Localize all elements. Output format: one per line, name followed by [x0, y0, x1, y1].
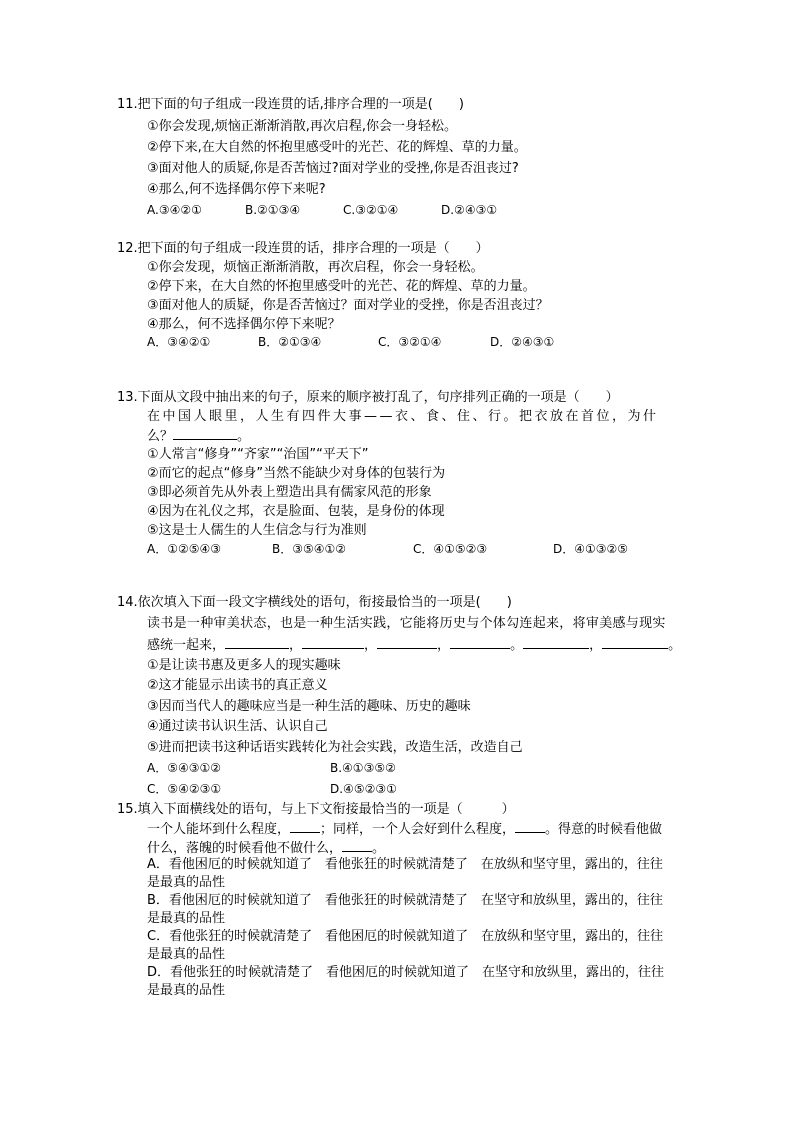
sentence-item: ⑤进而把读书这种话语实践转化为社会实践，改造生活，改造自己 — [147, 740, 523, 755]
punctuation: 。 — [510, 638, 524, 653]
passage-text: ；同样，一个人会好到什么程度， — [320, 822, 516, 837]
question-stem: 14.依次填入下面一段文字横线处的语句，衔接最恰当的一项是( ) — [117, 595, 512, 610]
option-b: B．③⑤④①② — [272, 542, 347, 556]
sentence-item: ⑤这是士人儒生的人生信念与行为准则 — [147, 523, 367, 538]
passage-line — [147, 820, 662, 838]
option-a: A.③④②① — [147, 203, 202, 217]
sentence-item: ④那么,何不选择偶尔停下来呢? — [147, 182, 326, 197]
punctuation: ， — [364, 638, 378, 653]
sentence-item: ②停下来，在大自然的怀抱里感受叶的光芒、花的辉煌、草的力量。 — [147, 279, 536, 294]
answer-blank[interactable] — [342, 839, 372, 852]
option-d: D．看他张狂的时候就清楚了 看他困厄的时候就知道了 在坚守和放纵里，露出的，往往 — [147, 965, 665, 980]
passage-text: 感统一起来， — [147, 638, 226, 653]
question-stem: 11.把下面的句子组成一段连贯的话,排序合理的一项是( ) — [117, 97, 464, 112]
sentence-item: ①人常言“修身”“齐家”“治国”“平天下” — [147, 447, 369, 462]
punctuation: ， — [589, 638, 603, 653]
option-c: C.③②①④ — [343, 203, 399, 217]
sentence-item: ②而它的起点“修身”当然不能缺少对身体的包装行为 — [147, 466, 446, 481]
sentence-item: ③面对他人的质疑,你是否苦恼过?面对学业的受挫,你是否沮丧过? — [147, 161, 519, 176]
option-c: C．④①⑤②③ — [413, 542, 488, 556]
option-c: C．③②①④ — [378, 335, 442, 349]
sentence-item: ②停下来,在大自然的怀抱里感受叶的光芒、花的辉煌、草的力量。 — [147, 140, 527, 155]
option-a-cont: 是最真的品性 — [147, 875, 226, 890]
sentence-item: ④通过读书认识生活、认识自己 — [147, 719, 328, 734]
punctuation: ， — [437, 638, 451, 653]
option-d: D.④⑤②③① — [330, 782, 397, 796]
passage-line: 读书是一种审美状态，也是一种生活实践，它能将历史与个体勾连起来，将审美感与现实 — [147, 616, 666, 631]
option-c: C．看他张狂的时候就清楚了 看他困厄的时候就知道了 在放纵和坚守里，露出的，往往 — [147, 929, 664, 944]
passage-line: 在中国人眼里，人生有四件大事——衣、食、住、行。把衣放在首位，为什 — [147, 409, 659, 424]
option-a: A．③④②① — [147, 335, 211, 349]
sentence-item: ①你会发现，烦恼正渐渐消散，再次启程，你会一身轻松。 — [147, 260, 484, 275]
answer-blank[interactable] — [602, 636, 668, 649]
passage-line — [147, 839, 385, 857]
sentence-item: ②这才能显示出读书的真正意义 — [147, 678, 328, 693]
sentence-item: ④那么，何不选择偶尔停下来呢？ — [147, 317, 341, 332]
answer-blank[interactable] — [225, 636, 289, 649]
sentence-item: ①是让读书惠及更多人的现实趣味 — [147, 658, 341, 673]
question-stem: 15.填入下面横线处的语句，与上下文衔接最恰当的一项是（ ） — [117, 802, 515, 817]
sentence-item: ③面对他人的质疑，你是否苦恼过？面对学业的受挫，你是否沮丧过？ — [147, 298, 549, 313]
option-b: B．看他困厄的时候就知道了 看他张狂的时候就清楚了 在坚守和放纵里，露出的，往往 — [147, 893, 663, 908]
option-a: A．看他困厄的时候就知道了 看他张狂的时候就清楚了 在放纵和坚守里，露出的，往往 — [147, 857, 663, 872]
passage-line — [147, 427, 250, 445]
answer-blank[interactable] — [515, 820, 545, 833]
sentence-item: ④因为在礼仪之邦，衣是脸面、包装，是身份的体现 — [147, 504, 445, 519]
answer-blank[interactable] — [523, 636, 589, 649]
sentence-item: ③因而当代人的趣味应当是一种生活的趣味、历史的趣味 — [147, 699, 471, 714]
answer-blank[interactable] — [290, 820, 320, 833]
option-d: D．④①③②⑤ — [553, 542, 629, 556]
passage-text: 什么，落魄的时候看他不做什么， — [147, 841, 343, 856]
punctuation: ， — [289, 638, 303, 653]
option-b: B.④①③⑤② — [330, 761, 396, 775]
option-b-cont: 是最真的品性 — [147, 911, 226, 926]
sentence-item: ①你会发现,烦恼正渐渐消散,再次启程,你会一身轻松。 — [147, 119, 458, 134]
option-c: C．⑤④②③① — [147, 782, 222, 796]
passage-text: 么？ — [147, 429, 174, 444]
punctuation: 。 — [668, 638, 682, 653]
passage-text: 。得意的时候看他做 — [545, 822, 663, 837]
answer-blank[interactable] — [450, 636, 510, 649]
answer-blank[interactable] — [302, 636, 364, 649]
option-d: D．②④③① — [490, 335, 555, 349]
option-a: A．①②⑤④③ — [147, 542, 221, 556]
answer-blank[interactable] — [377, 636, 437, 649]
option-c-cont: 是最真的品性 — [147, 947, 226, 962]
question-stem: 12.把下面的句子组成一段连贯的话，排序合理的一项是（ ） — [117, 241, 489, 256]
option-d: D.②④③① — [441, 203, 498, 217]
answer-blank[interactable] — [173, 427, 237, 440]
option-b: B．②①③④ — [258, 335, 322, 349]
passage-text: 。 — [372, 841, 386, 856]
option-a: A．⑤④③①② — [147, 761, 221, 775]
passage-line — [147, 636, 681, 654]
option-d-cont: 是最真的品性 — [147, 983, 226, 998]
sentence-item: ③即必须首先从外表上塑造出具有儒家风范的形象 — [147, 485, 432, 500]
question-stem: 13.下面从文段中抽出来的句子，原来的顺序被打乱了，句序排列正确的一项是（ ） — [117, 390, 619, 405]
option-b: B.②①③④ — [245, 203, 301, 217]
passage-text: 。 — [237, 429, 251, 444]
passage-text: 一个人能坏到什么程度， — [147, 822, 291, 837]
